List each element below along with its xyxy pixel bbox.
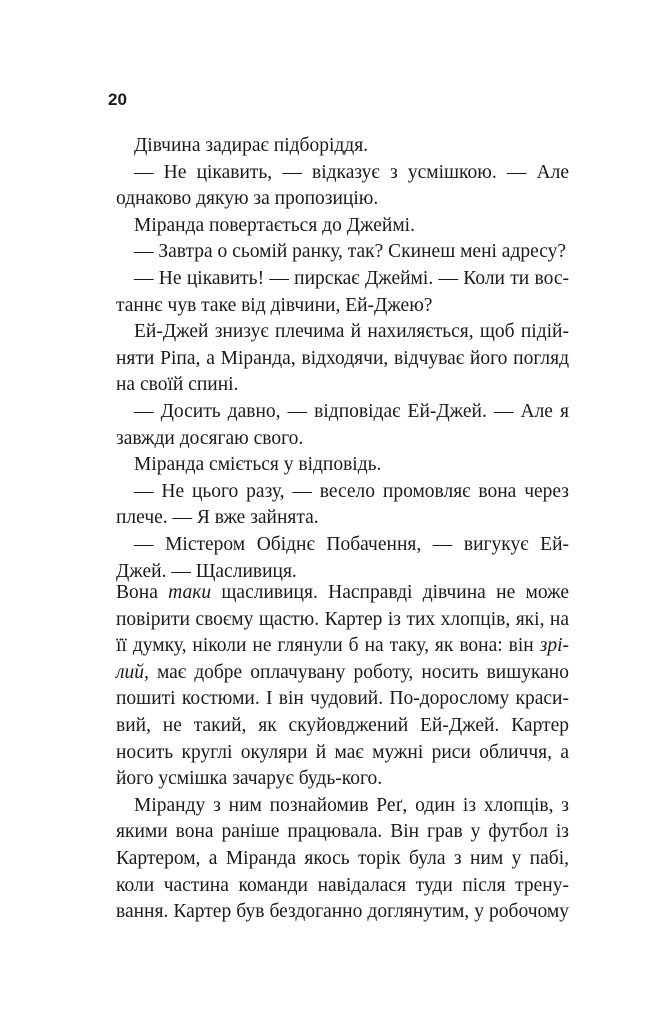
narrative-section	[116, 580, 569, 926]
paragraph: — Завтра о сьомій ранку, так? Скинеш мені адресу?	[134, 241, 567, 263]
paragraph: — Не цікавить, — відказує з усмішкою. — Але однаково дякую за пропозицію.	[116, 161, 569, 210]
emphasis-text: зрілий	[116, 635, 569, 683]
paragraph	[116, 580, 569, 793]
paragraph: Ей-Джей знизує плечима й нахиляється, щоб підійняти Ріпа, а Міранда, відходячи, відчуває його погляд на своїй спині.	[116, 321, 569, 396]
dialogue-section	[116, 133, 569, 585]
emphasis-text: таки	[168, 582, 212, 603]
paragraph: Дівчина задирає підборіддя.	[134, 135, 369, 156]
paragraph: — Не цього разу, — весело промовляє вона через плече. — Я вже зайнята.	[116, 480, 569, 529]
paragraph: — Досить давно, — відповідає Ей-Джей. — Але я завжди досягаю свого.	[116, 400, 569, 449]
paragraph: Міранда сміється у відповідь.	[134, 454, 382, 476]
page-number: 20	[108, 90, 127, 109]
text-run: щасливиця. Насправді дівчина не може повірити своєму щастю. Картер із тих хлопців, які, на її думку, ніколи не глянули б на таку, як вона: він	[116, 582, 569, 657]
text-run: , має добре оплачувану роботу, носить вишукано пошиті костюми. І він чудовий. По-дорослому красивий, не такий, як скуйовджений Ей-Джей. Картер носить круглі окуляри й має мужні риси обличчя, а його усмішка зачарує будь-кого.	[116, 661, 569, 790]
paragraph: Міранду з ним познайомив Реґ, один із хлопців, з якими вона раніше працювала. Він грав у футбол із Картером, а Міранда якось торік була з ним у пабі, коли частина команди навідалася туди після тренування. Картер був бездоганно доглянутим, у робочому	[116, 794, 569, 923]
paragraph: Міранда повертається до Джеймі.	[134, 214, 415, 236]
paragraph: — Містером Обіднє Побачення, — вигукує Ей-Джей. — Щасливиця.	[116, 533, 569, 582]
paragraph: — Не цікавить! — пирскає Джеймі. — Коли ти востаннє чув таке від дівчини, Ей-Джею?	[116, 267, 569, 316]
text-run: Вона	[116, 582, 169, 603]
